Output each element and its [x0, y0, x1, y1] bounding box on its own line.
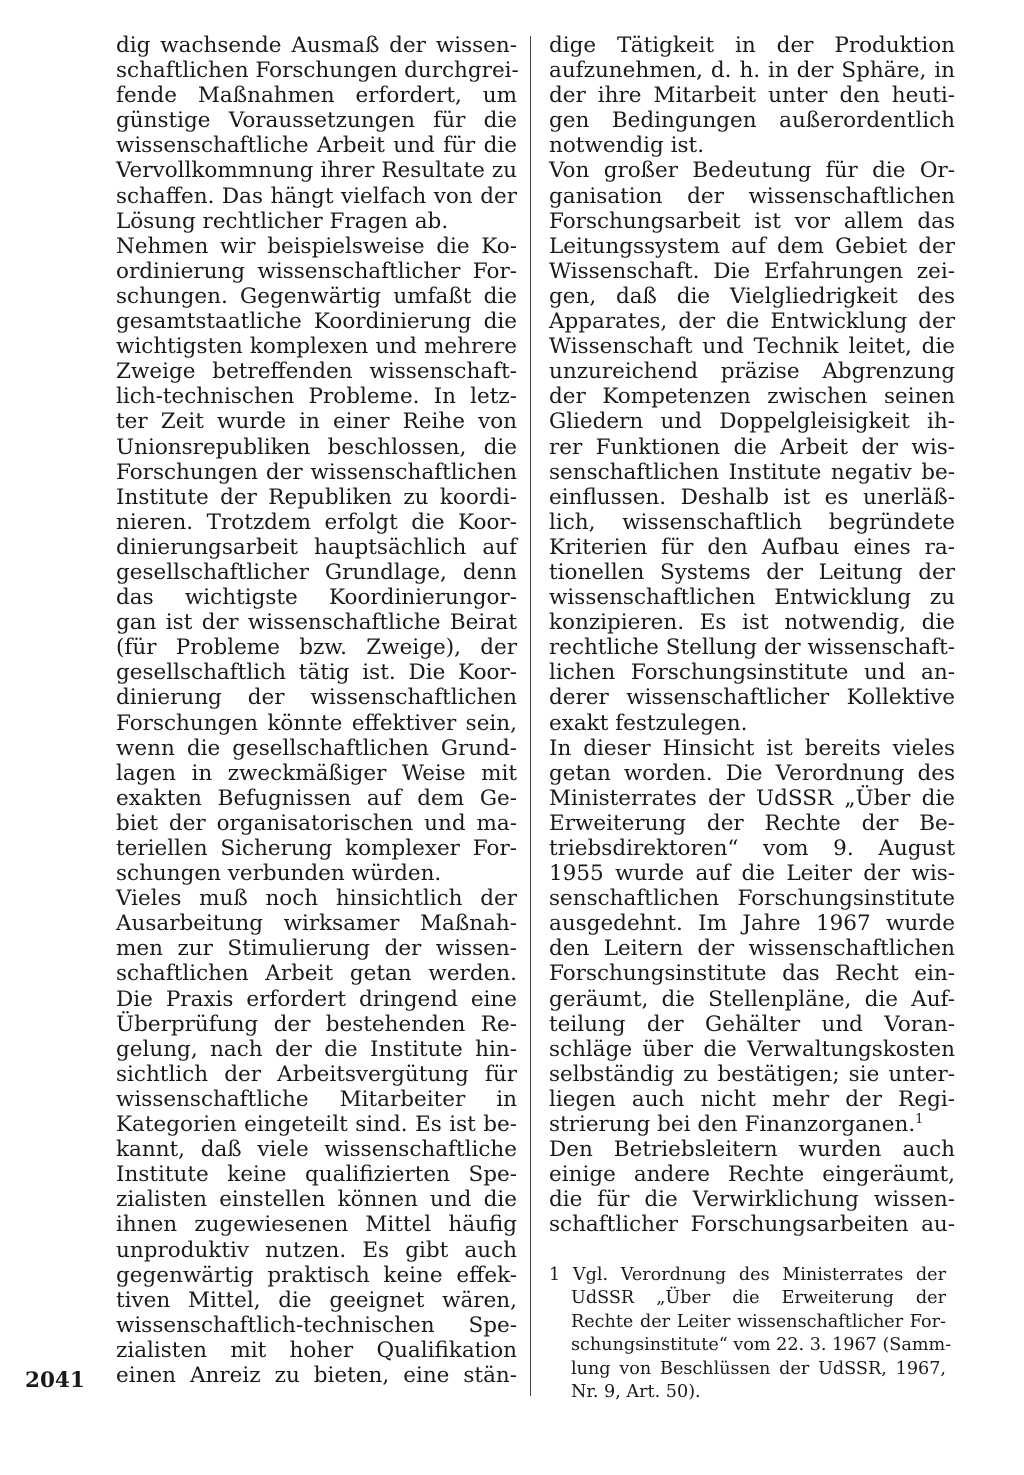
text-line: Leitungssystem auf dem Gebiet der	[549, 233, 955, 259]
text-line: (für Probleme bzw. Zweige), der	[116, 635, 517, 661]
text-line: schläge über die Verwaltungskosten	[549, 1036, 955, 1062]
text-line: exakten Befugnissen auf dem Ge-	[116, 785, 517, 811]
text-line: Institute der Republiken zu koordi-	[116, 484, 517, 510]
text-line: schaftlicher Forschungsarbeiten au-	[549, 1212, 955, 1238]
text-line: dinierung der wissenschaftlichen	[116, 685, 517, 711]
text-line: ganisation der wissenschaftlichen	[549, 183, 955, 209]
text-line: Nehmen wir beispielsweise die Ko-	[116, 233, 517, 259]
text-line: Forschungsarbeit ist vor allem das	[549, 208, 955, 234]
text-line: dige Tätigkeit in der Produktion	[549, 33, 955, 58]
text-line: schaftlichen Arbeit getan werden.	[116, 961, 517, 987]
text-line: Kriterien für den Aufbau eines ra-	[549, 534, 955, 560]
text-line: ihnen zugewiesenen Mittel häufig	[116, 1212, 517, 1238]
text-line: notwendig ist.	[549, 133, 705, 159]
text-line: gesellschaftlich tätig ist. Die Koor-	[116, 660, 517, 686]
text-line: Lösung rechtlicher Fragen ab.	[116, 208, 449, 234]
text-line: unproduktiv nutzen. Es gibt auch	[116, 1237, 517, 1263]
text-line: In dieser Hinsicht ist bereits vieles	[549, 735, 955, 761]
text-line: Gliedern und Doppelgleisigkeit ih-	[549, 409, 955, 435]
text-line: Kategorien eingeteilt sind. Es ist be-	[116, 1112, 517, 1138]
text-line: Von großer Bedeutung für die Or-	[549, 158, 955, 184]
text-line: gesellschaftlicher Grundlage, denn	[116, 559, 517, 585]
text-line: Forschungen könnte effektiver sein,	[116, 710, 517, 736]
text-line: Erweiterung der Rechte der Be-	[549, 810, 955, 836]
text-line: wenn die gesellschaftlichen Grund-	[116, 735, 517, 761]
text-line: ter Zeit wurde in einer Reihe von	[116, 409, 517, 435]
text-line: tionellen Systems der Leitung der	[549, 559, 955, 585]
text-line: gegenwärtig praktisch keine effek-	[116, 1262, 517, 1288]
text-line: lagen in zweckmäßiger Weise mit	[116, 760, 517, 786]
text-line: schaffen. Das hängt vielfach von der	[116, 183, 517, 209]
text-line: Zweige betreffenden wissenschaft-	[116, 359, 517, 385]
text-line: wissenschaftliche Arbeit und für die	[116, 133, 517, 159]
text-line: derer wissenschaftlicher Kollektive	[549, 685, 955, 711]
text-line: Ministerrates der UdSSR „Über die	[549, 785, 955, 811]
text-line: teriellen Sicherung komplexer For-	[116, 836, 517, 861]
text-line: unzureichend präzise Abgrenzung	[549, 359, 955, 385]
text-line: tiven Mittel, die geeignet wären,	[116, 1287, 517, 1313]
text-column-left	[116, 33, 517, 1388]
text-line: rer Funktionen die Arbeit der wis-	[549, 434, 955, 460]
text-line: schungen verbunden würden.	[116, 861, 442, 887]
text-line: gen, daß die Vielgliedrigkeit des	[549, 283, 955, 309]
text-line: schaftlichen Forschungen durchgrei-	[116, 58, 519, 84]
text-line: gesamtstaatliche Koordinierung die	[116, 309, 517, 335]
text-column-right	[549, 33, 955, 1238]
text-line: einige andere Rechte eingeräumt,	[549, 1162, 955, 1188]
text-line: Forschungen der wissenschaftlichen	[116, 459, 517, 485]
text-line: gen Bedingungen außerordentlich	[549, 108, 955, 134]
text-line: Apparates, der die Entwicklung der	[549, 309, 955, 335]
footnote	[549, 1264, 952, 1404]
text-line: der Kompetenzen zwischen seinen	[549, 384, 955, 410]
column-divider	[530, 36, 531, 1396]
text-line: ausgedehnt. Im Jahre 1967 wurde	[549, 911, 955, 937]
text-line: konzipieren. Es ist notwendig, die	[549, 610, 955, 636]
text-line: Die Praxis erfordert dringend eine	[116, 986, 517, 1012]
text-line: Ausarbeitung wirksamer Maßnah-	[116, 911, 517, 937]
text-line: selbständig zu bestätigen; sie unter-	[549, 1061, 955, 1087]
footnote-line: lung von Beschlüssen der UdSSR, 1967,	[571, 1358, 946, 1379]
text-line: Forschungsinstitute das Recht ein-	[549, 961, 955, 987]
text-line: strierung bei den Finanzorganen.	[549, 1112, 916, 1138]
text-line: Wissenschaft. Die Erfahrungen zei-	[549, 258, 955, 284]
text-line: teilung der Gehälter und Voran-	[549, 1011, 955, 1037]
text-line: wichtigsten komplexen und mehrere	[116, 334, 517, 360]
text-line: Überprüfung der bestehenden Re-	[116, 1011, 517, 1037]
text-line: lichen Forschungsinstitute und an-	[549, 660, 955, 686]
text-line: triebsdirektoren“ vom 9. August	[549, 836, 955, 861]
text-line: dig wachsende Ausmaß der wissen-	[116, 33, 517, 58]
text-line: zialisten einstellen können und die	[116, 1187, 517, 1213]
text-line: men zur Stimulierung der wissen-	[116, 936, 517, 962]
text-line: biet der organisatorischen und ma-	[116, 810, 517, 836]
page-number: 2041	[25, 1368, 85, 1393]
text-line: Unionsrepubliken beschlossen, die	[116, 434, 517, 460]
footnote-line: Rechte der Leiter wissenschaftlicher For-	[571, 1311, 946, 1332]
text-line: kannt, daß viele wissenschaftliche	[116, 1137, 517, 1163]
text-line: ordinierung wissenschaftlicher For-	[116, 258, 517, 284]
footnote-line: Nr. 9, Art. 50).	[571, 1382, 701, 1403]
text-line: 1955 wurde auf die Leiter der wis-	[549, 861, 955, 887]
text-line: liegen auch nicht mehr der Regi-	[549, 1086, 955, 1112]
text-line: zialisten mit hoher Qualifikation	[116, 1337, 517, 1363]
text-line: den Leitern der wissenschaftlichen	[549, 936, 955, 962]
text-line: Den Betriebsleitern wurden auch	[549, 1137, 955, 1163]
text-line-with-footnote-ref	[549, 1112, 955, 1137]
text-line: wissenschaftlichen Entwicklung zu	[549, 585, 955, 611]
text-line: fende Maßnahmen erfordert, um	[116, 83, 517, 109]
footnote-line: 1 Vgl. Verordnung des Ministerrates der	[549, 1265, 946, 1285]
text-line: getan worden. Die Verordnung des	[549, 760, 955, 786]
text-line: dinierungsarbeit hauptsächlich auf	[116, 534, 517, 560]
text-line: nieren. Trotzdem erfolgt die Koor-	[116, 509, 517, 535]
text-line: senschaftlichen Institute negativ be-	[549, 459, 955, 485]
text-line: schungen. Gegenwärtig umfaßt die	[116, 283, 517, 309]
text-line: senschaftlichen Forschungsinstitute	[549, 886, 955, 912]
text-line: rechtliche Stellung der wissenschaft-	[549, 635, 955, 661]
text-line: der ihre Mitarbeit unter den heuti-	[549, 83, 955, 109]
text-line: Wissenschaft und Technik leitet, die	[549, 334, 955, 360]
footnote-reference: 1	[915, 1112, 924, 1128]
text-line: einen Anreiz zu bieten, eine stän-	[116, 1362, 517, 1388]
text-line: gan ist der wissenschaftliche Beirat	[116, 610, 517, 636]
text-line: sichtlich der Arbeitsvergütung für	[116, 1061, 517, 1087]
footnote-line: UdSSR „Über die Erweiterung der	[571, 1288, 946, 1309]
text-line: lich-technischen Probleme. In letz-	[116, 384, 517, 410]
text-line: exakt festzulegen.	[549, 710, 748, 736]
text-line: gelung, nach der die Institute hin-	[116, 1036, 517, 1062]
footnote-line: schungsinstitute“ vom 22. 3. 1967 (Samm-	[571, 1335, 952, 1356]
text-line: das wichtigste Koordinierungor-	[116, 585, 517, 611]
text-line: geräumt, die Stellenpläne, die Auf-	[549, 986, 955, 1012]
text-line: Vieles muß noch hinsichtlich der	[116, 886, 517, 912]
text-line: aufzunehmen, d. h. in der Sphäre, in	[549, 58, 955, 84]
text-line: wissenschaftliche Mitarbeiter in	[116, 1086, 517, 1112]
text-line: die für die Verwirklichung wissen-	[549, 1187, 955, 1213]
text-line: Vervollkommnung ihrer Resultate zu	[116, 158, 517, 184]
text-line: Institute keine qualifizierten Spe-	[116, 1162, 517, 1188]
text-line: einflussen. Deshalb ist es unerläß-	[549, 484, 955, 510]
text-line: günstige Voraussetzungen für die	[116, 108, 517, 134]
text-line: wissenschaftlich-technischen Spe-	[116, 1312, 517, 1338]
text-line: lich, wissenschaftlich begründete	[549, 509, 955, 535]
